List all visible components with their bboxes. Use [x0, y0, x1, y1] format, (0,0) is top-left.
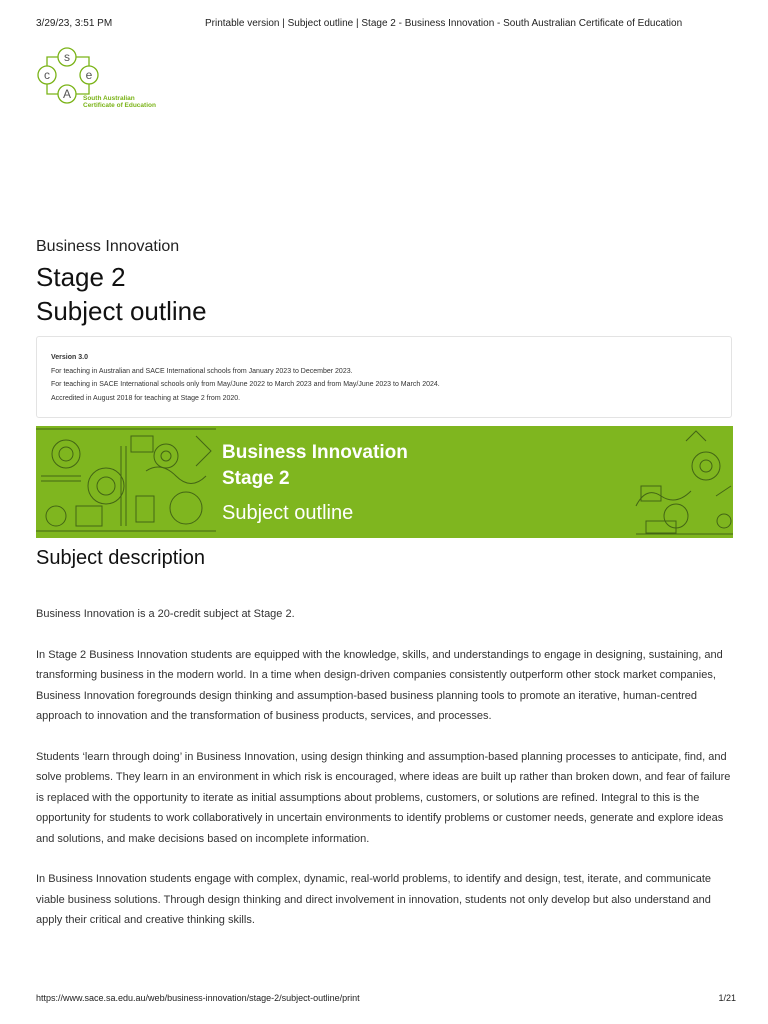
logo-letter-s: s	[64, 50, 70, 64]
version-info-box	[36, 336, 732, 418]
page-url: https://www.sace.sa.edu.au/web/business-innovation/stage-2/subject-outline/print	[36, 993, 360, 1003]
print-datetime: 3/29/23, 3:51 PM	[36, 18, 113, 29]
paragraph: Business Innovation is a 20-credit subject at Stage 2.	[36, 608, 295, 620]
print-header	[0, 14, 768, 34]
print-page-title: Printable version | Subject outline | Stage 2 - Business Innovation - South Australian Certificate of Education	[205, 18, 683, 29]
paragraph: In Stage 2 Business Innovation students are equipped with the knowledge, skills, and understandings to engage in designing, sustaining, and transforming business in the modern world. In a time when design-driven companies consistently outperform other stock market companies, Business Innovation foregrounds design thinking and assumption-based business planning tools to promote an iterative, human-centred approach to innovation and the transformation of business products, services, and processes.	[36, 648, 723, 722]
logo-text-line1: South Australian	[83, 95, 135, 102]
page-heading	[36, 236, 207, 327]
subject-name: Business Innovation	[36, 238, 180, 255]
stage-title: Stage 2	[36, 262, 126, 292]
print-footer	[0, 990, 768, 1006]
page-number: 1/21	[718, 993, 736, 1003]
paragraph: In Business Innovation students engage with complex, dynamic, real-world problems, to identify and design, test, iterate, and communicate viable business solutions. Through design thinking and direct involvement in innovation, students not only develop but also understand and apply their critical and creative thinking skills.	[36, 873, 712, 926]
logo-letter-e: e	[85, 68, 93, 82]
paragraph: Students ‘learn through doing’ in Business Innovation, using design thinking and assumption-based planning processes to anticipate, find, and solve problems. They learn in an environment in which risk is encouraged, where ideas are built up rather than broken down, and fear of failure is replaced with the opportunity to iterate as initial assumptions about problems, customers, or solutions are refined. Integral to this is the opportunity for students to work collaboratively in uncertain environments to identify problems or customer needs, generate and explore ideas and solutions, and make decisions based on incomplete information.	[36, 750, 731, 845]
logo-text-line2: Certificate of Education	[83, 102, 156, 109]
version-line-1: For teaching in Australian and SACE International schools from January 2023 to December 2023.	[51, 367, 353, 375]
banner-stage: Stage 2	[222, 468, 290, 489]
version-label: Version 3.0	[51, 354, 88, 361]
subject-description	[36, 604, 736, 951]
outline-title: Subject outline	[36, 296, 207, 326]
version-line-2: For teaching in SACE International schools only from May/June 2022 to March 2023 and from May/June 2023 to March 2024.	[51, 381, 440, 388]
banner-outline: Subject outline	[222, 502, 354, 524]
version-line-3: Accredited in August 2018 for teaching at Stage 2 from 2020.	[51, 394, 241, 402]
logo-letter-a: A	[62, 87, 72, 101]
sace-logo	[34, 44, 184, 114]
subject-banner	[36, 426, 733, 538]
section-title: Subject description	[36, 547, 205, 569]
banner-subject: Business Innovation	[222, 442, 408, 463]
logo-letter-c: c	[44, 68, 50, 82]
